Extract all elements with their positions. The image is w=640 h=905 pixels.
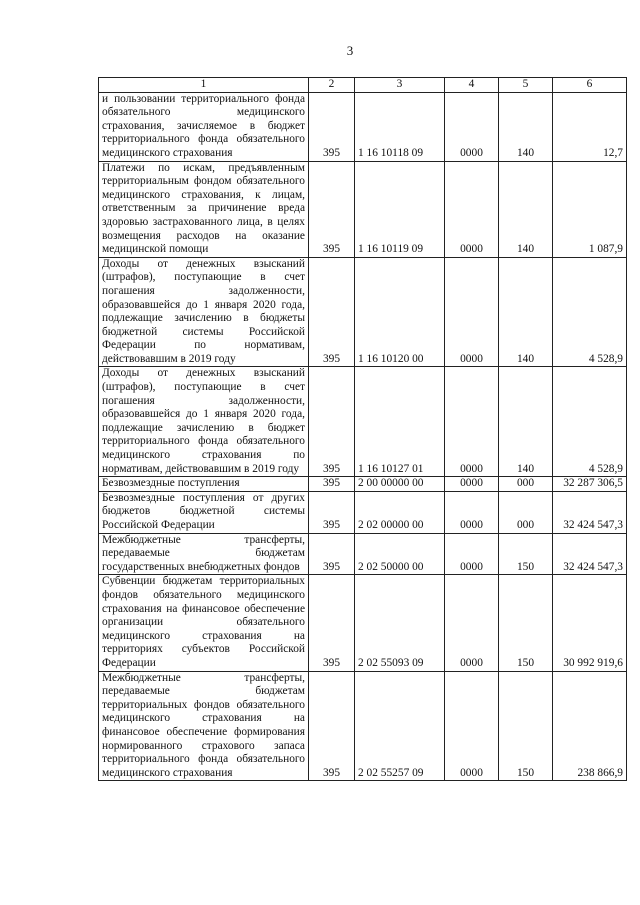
table-row [99, 671, 627, 781]
row-description: и пользовании территориального фонда обязательного медицинского страхования, зачисляемое в бюджет территориального фонда обязательного медицинского страхования [99, 92, 309, 161]
amount-cell: 32 287 306,5 [553, 477, 627, 492]
table-row [99, 257, 627, 367]
column-header: 2 [309, 78, 355, 93]
subtype-code-cell: 0000 [445, 257, 499, 367]
subtype-code-cell: 0000 [445, 671, 499, 781]
budget-code-cell: 2 02 55093 09 [355, 575, 445, 671]
table-header-row [99, 78, 627, 93]
kind-code-cell: 150 [499, 533, 553, 575]
subtype-code-cell: 0000 [445, 533, 499, 575]
admin-code-cell: 395 [309, 533, 355, 575]
budget-code-cell: 2 00 00000 00 [355, 477, 445, 492]
row-description: Доходы от денежных взысканий (штрафов), поступающие в счет погашения задолженности, образовавшейся до 1 января 2020 года, подлежащие зачислению в бюджеты бюджетной системы Российской Федерации по нормативам, действовавшим в 2019 году [99, 257, 309, 367]
table-row [99, 491, 627, 533]
admin-code-cell: 395 [309, 257, 355, 367]
subtype-code-cell: 0000 [445, 575, 499, 671]
amount-cell: 32 424 547,3 [553, 533, 627, 575]
kind-code-cell: 000 [499, 491, 553, 533]
table-row [99, 367, 627, 477]
subtype-code-cell: 0000 [445, 491, 499, 533]
row-description: Межбюджетные трансферты, передаваемые бюджетам государственных внебюджетных фондов [99, 533, 309, 575]
budget-code-cell: 1 16 10118 09 [355, 92, 445, 161]
budget-code-cell: 1 16 10127 01 [355, 367, 445, 477]
column-header: 1 [99, 78, 309, 93]
subtype-code-cell: 0000 [445, 92, 499, 161]
subtype-code-cell: 0000 [445, 477, 499, 492]
admin-code-cell: 395 [309, 92, 355, 161]
budget-code-cell: 2 02 55257 09 [355, 671, 445, 781]
kind-code-cell: 140 [499, 257, 553, 367]
kind-code-cell: 140 [499, 161, 553, 257]
budget-code-cell: 2 02 50000 00 [355, 533, 445, 575]
table-row [99, 575, 627, 671]
kind-code-cell: 140 [499, 367, 553, 477]
kind-code-cell: 150 [499, 671, 553, 781]
amount-cell: 4 528,9 [553, 257, 627, 367]
admin-code-cell: 395 [309, 575, 355, 671]
table-row [99, 161, 627, 257]
revenue-table [98, 77, 627, 781]
kind-code-cell: 150 [499, 575, 553, 671]
row-description: Доходы от денежных взысканий (штрафов), поступающие в счет погашения задолженности, образовавшейся до 1 января 2020 года, подлежащие зачислению в бюджет территориального фонда обязательного медицинского страхования по нормативам, действовавшим в 2019 году [99, 367, 309, 477]
subtype-code-cell: 0000 [445, 161, 499, 257]
kind-code-cell: 140 [499, 92, 553, 161]
table-row [99, 477, 627, 492]
admin-code-cell: 395 [309, 491, 355, 533]
table-row [99, 92, 627, 161]
column-header: 4 [445, 78, 499, 93]
amount-cell: 238 866,9 [553, 671, 627, 781]
row-description: Безвозмездные поступления от других бюджетов бюджетной системы Российской Федерации [99, 491, 309, 533]
budget-code-cell: 1 16 10119 09 [355, 161, 445, 257]
admin-code-cell: 395 [309, 671, 355, 781]
admin-code-cell: 395 [309, 161, 355, 257]
row-description: Субвенции бюджетам территориальных фондов обязательного медицинского страхования на финансовое обеспечение организации обязательного медицинского страхования на территориях субъектов Российской Федерации [99, 575, 309, 671]
row-description: Безвозмездные поступления [99, 477, 309, 492]
admin-code-cell: 395 [309, 477, 355, 492]
budget-code-cell: 2 02 00000 00 [355, 491, 445, 533]
table-row [99, 533, 627, 575]
amount-cell: 32 424 547,3 [553, 491, 627, 533]
kind-code-cell: 000 [499, 477, 553, 492]
budget-code-cell: 1 16 10120 00 [355, 257, 445, 367]
column-header: 6 [553, 78, 627, 93]
row-description: Межбюджетные трансферты, передаваемые бюджетам территориальных фондов обязательного медицинского страхования на финансовое обеспечение формирования нормированного страхового запаса территориального фонда обязательного медицинского страхования [99, 671, 309, 781]
page-number: 3 [346, 43, 354, 58]
subtype-code-cell: 0000 [445, 367, 499, 477]
amount-cell: 4 528,9 [553, 367, 627, 477]
amount-cell: 30 992 919,6 [553, 575, 627, 671]
admin-code-cell: 395 [309, 367, 355, 477]
column-header: 3 [355, 78, 445, 93]
amount-cell: 1 087,9 [553, 161, 627, 257]
column-header: 5 [499, 78, 553, 93]
amount-cell: 12,7 [553, 92, 627, 161]
row-description: Платежи по искам, предъявленным территориальным фондом обязательного медицинского страхования, к лицам, ответственным за причинение вреда здоровью застрахованного лица, в целях возмещения расходов на оказание медицинской помощи [99, 161, 309, 257]
